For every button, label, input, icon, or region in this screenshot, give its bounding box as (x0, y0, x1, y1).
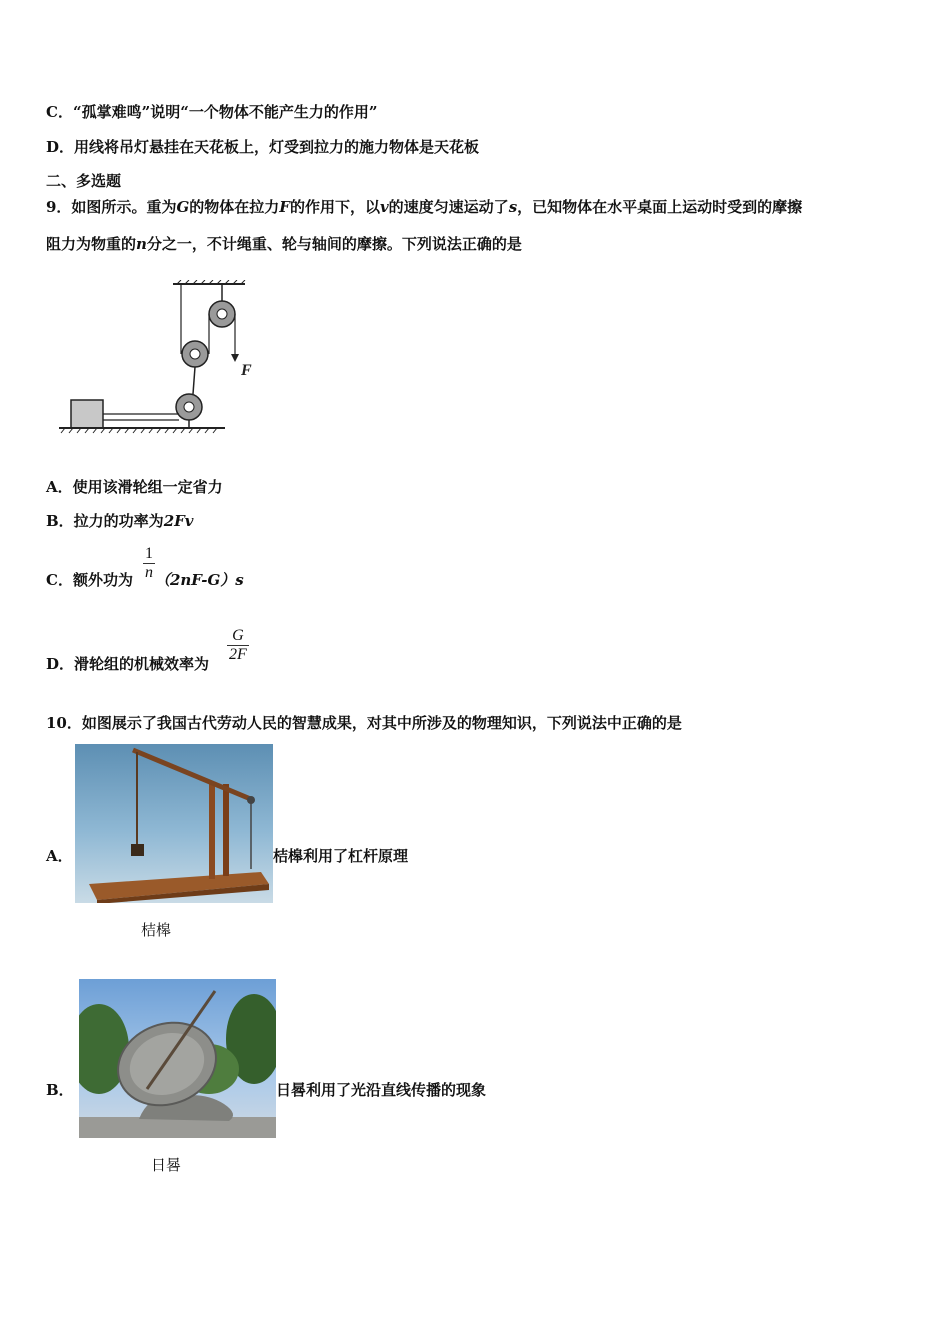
var-s: s (508, 198, 518, 216)
q9-option-a: A．使用该滑轮组一定省力 (46, 478, 223, 496)
option-c-fraction: $\frac{1}{n}$ (145, 545, 153, 581)
q10-stem: 10．如图展示了我国古代劳动人民的智慧成果，对其中所涉及的物理知识，下列说法中正确的是 (46, 714, 682, 732)
option-c-suffix: （2nF-G）s (154, 571, 244, 589)
jiegao-caption: 桔槔 (141, 921, 172, 939)
option-c-prev: C．“孤掌难鸣”说明“一个物体不能产生力的作用” (46, 103, 378, 121)
section-title: 二、多选题 (46, 172, 122, 190)
var-f: F (279, 198, 290, 216)
force-arrow (231, 354, 239, 362)
q10-option-a-text: 桔槔利用了杠杆原理 (273, 847, 409, 865)
block (71, 400, 103, 428)
q10-option-b-label: B． (46, 1081, 74, 1099)
rigui-caption: 日晷 (151, 1156, 182, 1174)
var-g: G (176, 198, 190, 216)
jiegao-image (75, 744, 273, 903)
q9-option-d: D．滑轮组的机械效率为 (46, 655, 210, 673)
q9-option-b: B．拉力的功率为2Fv (46, 512, 194, 530)
q10-option-a-label: A． (46, 847, 73, 865)
var-n: n (136, 235, 147, 253)
q9-stem-line1: 9．如图所示。重为G的物体在拉力F的作用下，以v的速度匀速运动了s，已知物体在水平桌面上运动时受到的摩擦 (46, 198, 803, 216)
q9-option-c: C．额外功为 （2nF-G）s (46, 571, 244, 589)
option-b-value: 2Fv (163, 512, 194, 530)
q10-option-b-text: 日晷利用了光沿直线传播的现象 (276, 1081, 487, 1099)
option-d-fraction: $\frac{G}{2F}$ (229, 627, 247, 663)
var-v: v (379, 198, 389, 216)
force-label: F (241, 362, 252, 379)
option-d-prev: D．用线将吊灯悬挂在天花板上，灯受到拉力的施力物体是天花板 (46, 138, 480, 156)
pulley-figure (55, 280, 255, 440)
rigui-image (79, 979, 276, 1138)
q9-stem-line2: 阻力为物重的n分之一，不计绳重、轮与轴间的摩擦。下列说法正确的是 (46, 235, 522, 253)
